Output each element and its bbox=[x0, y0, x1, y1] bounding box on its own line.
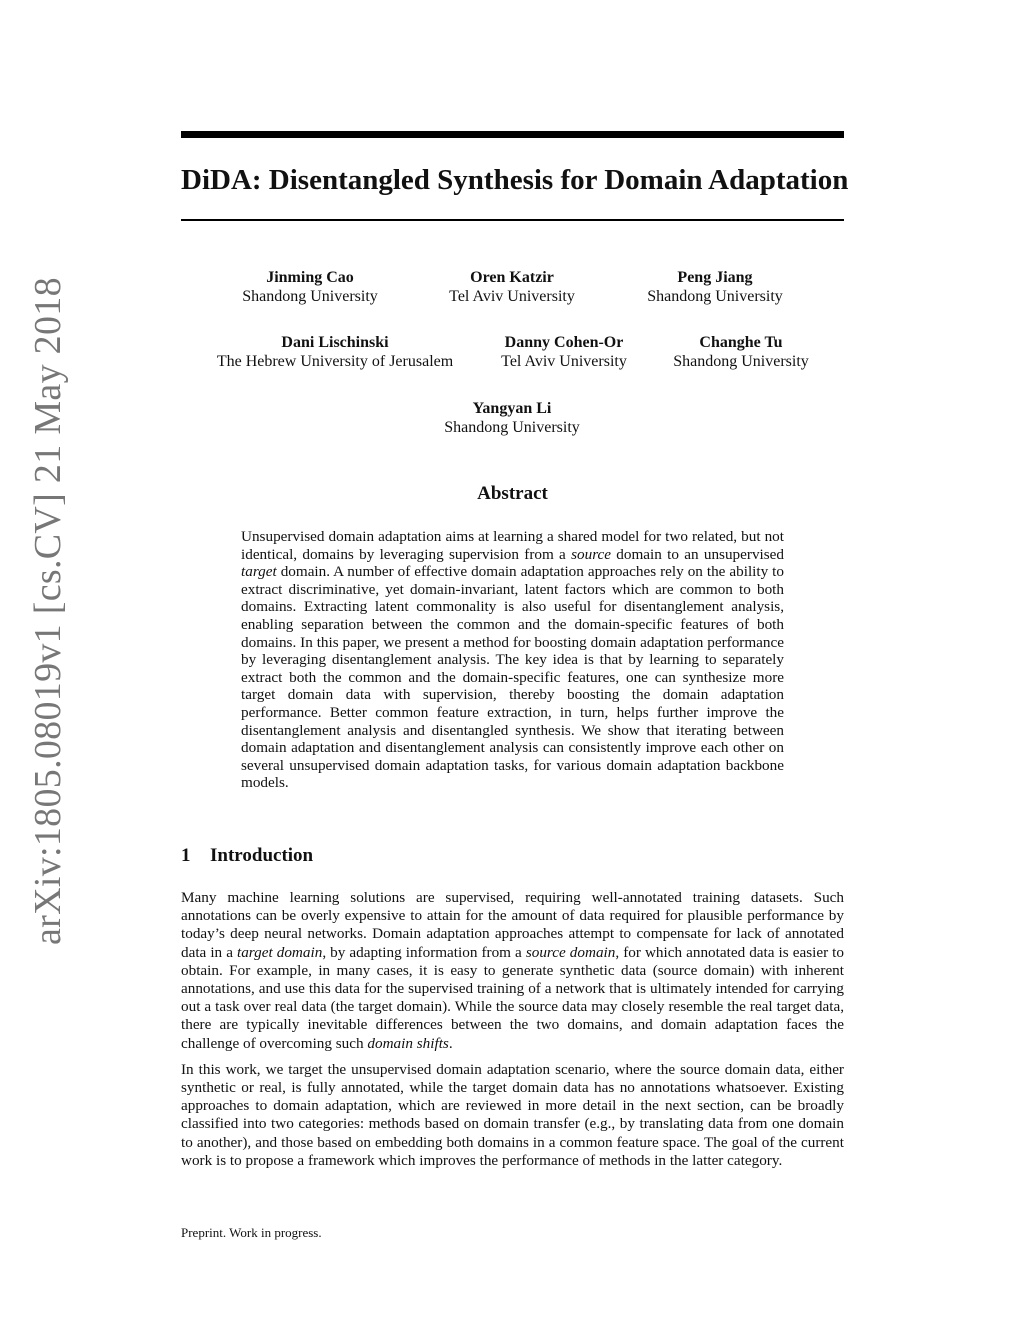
section-title: Introduction bbox=[210, 845, 314, 866]
abstract-emphasis-source: source bbox=[571, 545, 612, 563]
intro-emphasis-target-domain: target domain bbox=[236, 943, 323, 961]
introduction-body bbox=[181, 889, 844, 1178]
abstract-text: domain. A number of effective domain adaptation approaches rely on the ability to extract discriminative, yet domain-invariant, latent factors which are common to both domains. Extracting latent commonality is also useful for disentanglement analysis, enabling separation between the common and the domain-specific features of both domains. In this paper, we present a method for boosting domain adaptation performance by leveraging disentanglement analysis. The key idea is that by learning to separately extract both the common and the domain-specific features, one can synthesize more target domain data with supervision, thereby boosting the domain adaptation performance. Better common feature extraction, in turn, helps further improve the disentanglement analysis and disentangled synthesis. We show that iterating between domain adaptation and disentanglement analysis can consistently improve each other on several unsupervised domain adaptation tasks, for various domain adaptation backbone models. bbox=[241, 563, 784, 792]
author-name: Dani Lischinski bbox=[281, 334, 389, 351]
section-heading-introduction bbox=[181, 843, 844, 869]
paper-title: DiDA: Disentangled Synthesis for Domain Adaptation bbox=[181, 164, 849, 196]
intro-text: , for which annotated data is easier to obtain. For example, in many cases, it is easy to generate synthetic data (source domain) with inherent annotations, and use this data for the supervised training of a network that is ultimately intended for carrying out a task over real data (the target domain). While the source data may closely resemble the real target data, there are typically inevitable differences between the two domains, and domain adaptation faces the challenge of overcoming such bbox=[181, 943, 844, 1052]
author-affiliation: Tel Aviv University bbox=[449, 288, 575, 305]
author-name: Oren Katzir bbox=[470, 269, 554, 286]
abstract-body bbox=[241, 528, 784, 792]
author-affiliation: The Hebrew University of Jerusalem bbox=[216, 353, 454, 370]
intro-text: . bbox=[448, 1034, 453, 1052]
intro-paragraph-2: In this work, we target the unsupervised domain adaptation scenario, where the source domain data, either synthetic or real, is fully annotated, while the target domain data has no annotations whatsoever. Existing approaches to domain adaptation, which are reviewed in more detail in the next section, can be broadly classified into two categories: methods based on domain transfer (e.g., by translating data from one domain to another), and those based on embedding both domains in a common feature space. The goal of the current work is to propose a framework which improves the performance of methods in the latter category. bbox=[181, 1060, 844, 1169]
intro-paragraph-1 bbox=[181, 889, 844, 1053]
author-block bbox=[501, 333, 627, 371]
author-affiliation: Shandong University bbox=[444, 419, 580, 436]
section-number: 1 bbox=[181, 845, 191, 866]
preprint-footnote: Preprint. Work in progress. bbox=[181, 1225, 322, 1240]
abstract-text: Unsupervised domain adaptation aims at learning a shared model for two related, but not identical, domains by leveraging supervision from a bbox=[241, 528, 784, 563]
author-affiliation: Tel Aviv University bbox=[501, 353, 627, 370]
abstract-paragraph bbox=[241, 528, 784, 792]
author-affiliation: Shandong University bbox=[673, 353, 809, 370]
author-name: Danny Cohen-Or bbox=[504, 334, 624, 351]
author-block bbox=[673, 333, 809, 371]
abstract-text: domain to an unsupervised bbox=[611, 545, 784, 563]
title-bottom-rule bbox=[181, 219, 844, 221]
intro-emphasis-domain-shifts: domain shifts bbox=[367, 1034, 449, 1052]
intro-text: Many machine learning solutions are supervised, requiring well-annotated training datasets. Such annotations can be overly expensive to attain for the amount of data required for plausible performance by today’s deep neural networks. Domain adaptation approaches attempt to compensate for lack of annotated data in a bbox=[181, 889, 844, 961]
abstract-heading: Abstract bbox=[477, 483, 548, 504]
author-block bbox=[444, 399, 580, 437]
intro-text: , by adapting information from a bbox=[322, 943, 526, 961]
arxiv-identifier-stamp: arXiv:1805.08019v1 [cs.CV] 21 May 2018 bbox=[27, 277, 69, 945]
abstract-emphasis-target: target bbox=[241, 563, 277, 581]
title-top-rule bbox=[181, 131, 844, 138]
author-affiliation: Shandong University bbox=[647, 288, 783, 305]
intro-emphasis-source-domain: source domain bbox=[525, 943, 616, 961]
author-name: Peng Jiang bbox=[677, 269, 753, 286]
author-block bbox=[217, 333, 453, 371]
author-name: Jinming Cao bbox=[266, 269, 354, 286]
author-block bbox=[449, 268, 575, 306]
author-name: Yangyan Li bbox=[472, 400, 552, 417]
author-affiliation: Shandong University bbox=[242, 288, 378, 305]
author-block bbox=[647, 268, 783, 306]
author-name: Changhe Tu bbox=[699, 334, 783, 351]
author-block bbox=[242, 268, 378, 306]
